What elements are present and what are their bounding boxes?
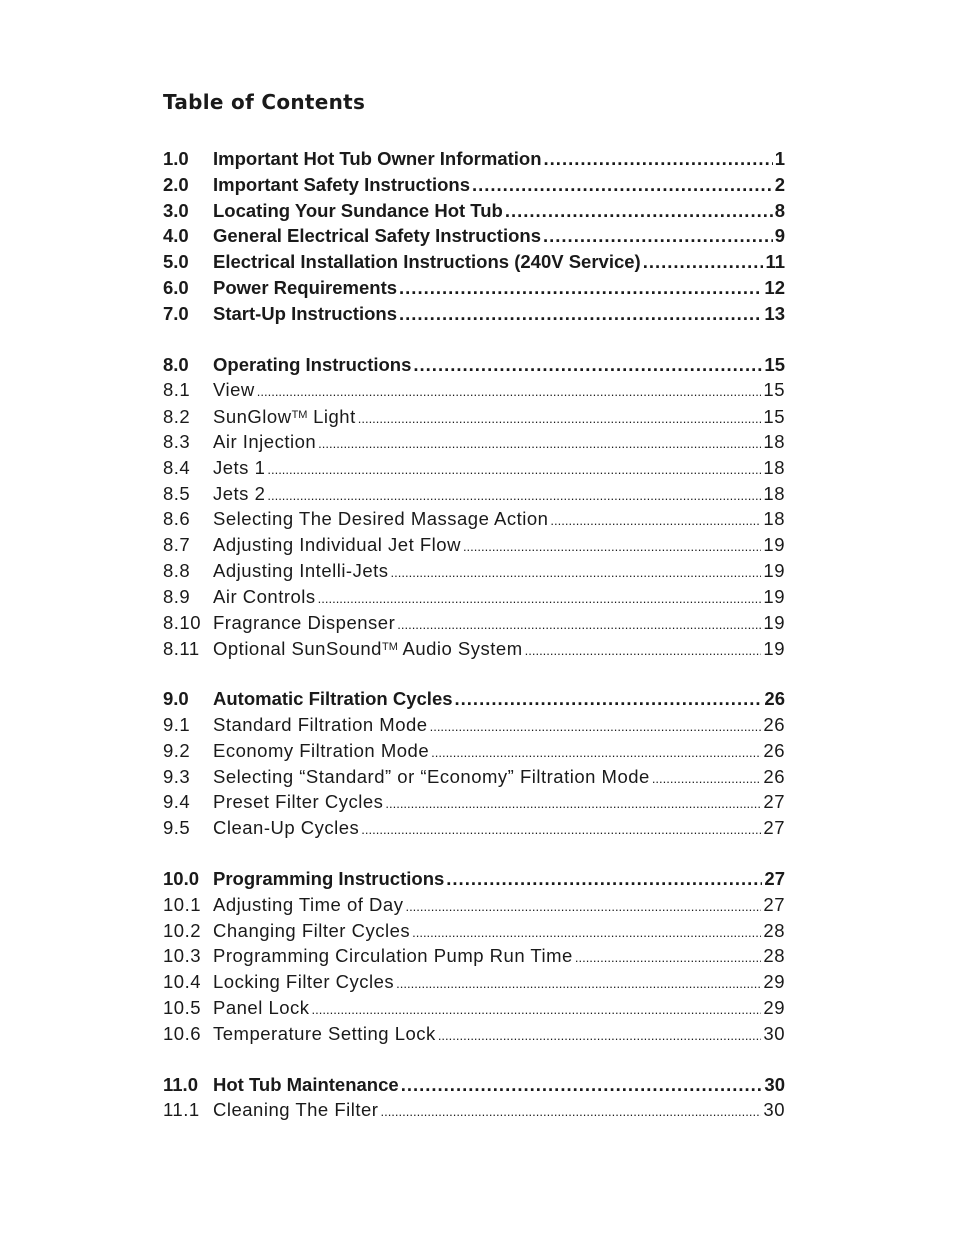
toc-entry[interactable]	[163, 377, 785, 403]
page-number: 15	[763, 406, 785, 428]
toc-page	[163, 86, 785, 1148]
section-number: 8.3	[163, 430, 191, 452]
page-number: 2	[774, 173, 785, 195]
section-number: 8.4	[163, 456, 191, 478]
section-title-text: Changing Filter Cycles	[213, 919, 411, 941]
toc-entry[interactable]	[163, 866, 785, 892]
toc-entry[interactable]	[163, 918, 785, 944]
page-number: 28	[763, 945, 785, 967]
section-number: 11.1	[163, 1099, 200, 1121]
dot-leader	[463, 532, 761, 560]
page-number: 1	[774, 148, 785, 169]
section-number: 10.2	[163, 919, 202, 941]
section-number: 10.6	[163, 1022, 202, 1044]
toc-entry[interactable]	[163, 1072, 785, 1098]
section-title-suffix: Audio System	[397, 638, 523, 660]
section-title	[213, 610, 395, 636]
section-title-text: Panel Lock	[213, 996, 310, 1018]
toc-section	[163, 146, 785, 327]
section-title-text: Standard Filtration Mode	[213, 713, 428, 735]
toc-entry[interactable]	[163, 532, 785, 558]
toc-entry[interactable]	[163, 610, 785, 636]
section-number: 4.0	[163, 225, 189, 247]
section-title-text: Locking Filter Cycles	[213, 971, 395, 993]
section-title-text: Jets 1	[213, 456, 266, 478]
section-title-text: Important Safety Instructions	[213, 173, 470, 195]
toc-entry[interactable]	[163, 249, 785, 275]
toc-entry[interactable]	[163, 146, 785, 172]
dot-leader	[396, 969, 761, 997]
toc-list	[163, 146, 785, 1123]
page-number: 15	[763, 379, 785, 401]
toc-entry[interactable]	[163, 198, 785, 224]
section-title	[213, 223, 541, 249]
page-number: 30	[764, 1073, 785, 1095]
section-title	[213, 249, 641, 275]
section-title-text: Important Hot Tub Owner Information	[213, 148, 542, 169]
dot-leader	[438, 1021, 762, 1049]
dot-leader	[431, 738, 761, 766]
section-number: 5.0	[163, 251, 189, 273]
section-title-text: Automatic Filtration Cycles	[213, 688, 453, 710]
page-number: 30	[763, 1099, 785, 1121]
section-title-text: Selecting The Desired Massage Action	[213, 508, 549, 530]
dot-leader	[267, 455, 761, 483]
toc-entry[interactable]	[163, 764, 785, 790]
section-title-text: Temperature Setting Lock	[213, 1022, 436, 1044]
section-number: 10.1	[163, 893, 202, 915]
dot-leader	[391, 558, 762, 586]
page-number: 26	[764, 688, 785, 710]
section-number: 9.5	[163, 817, 191, 839]
toc-entry[interactable]	[163, 635, 785, 661]
section-title	[213, 455, 265, 481]
dot-leader	[543, 223, 773, 249]
section-title	[213, 352, 411, 378]
section-title	[213, 275, 397, 301]
section-title-text: Hot Tub Maintenance	[213, 1073, 399, 1095]
dot-leader	[430, 712, 762, 740]
dot-leader	[544, 146, 773, 172]
section-title	[213, 686, 453, 712]
section-number: 10.3	[163, 945, 202, 967]
toc-entry[interactable]	[163, 712, 785, 738]
section-title-text: Optional SunSound	[213, 638, 382, 660]
toc-entry[interactable]	[163, 584, 785, 610]
page-number: 19	[763, 638, 785, 660]
section-number: 8.7	[163, 534, 191, 556]
toc-entry[interactable]	[163, 815, 785, 841]
toc-entry[interactable]	[163, 789, 785, 815]
dot-leader	[575, 943, 762, 971]
page-number: 29	[763, 971, 785, 993]
toc-entry[interactable]	[163, 352, 785, 378]
toc-entry[interactable]	[163, 969, 785, 995]
section-title-text: Clean-Up Cycles	[213, 817, 360, 839]
section-title	[213, 635, 523, 662]
toc-entry[interactable]	[163, 429, 785, 455]
section-title-text: Adjusting Intelli-Jets	[213, 559, 389, 581]
dot-leader	[257, 377, 762, 405]
dot-leader	[399, 275, 762, 301]
section-number: 11.0	[163, 1073, 198, 1095]
toc-section	[163, 866, 785, 1047]
section-title	[213, 943, 573, 969]
page-number: 9	[774, 225, 785, 247]
toc-entry[interactable]	[163, 686, 785, 712]
section-number: 3.0	[163, 199, 189, 221]
dot-leader	[361, 815, 761, 843]
page-number: 12	[764, 276, 785, 298]
section-number: 8.11	[163, 638, 200, 660]
section-number: 10.0	[163, 867, 200, 889]
section-title	[213, 377, 255, 403]
page-number: 19	[763, 534, 785, 556]
section-number: 1.0	[163, 148, 189, 169]
section-number: 8.8	[163, 559, 191, 581]
dot-leader	[318, 584, 762, 612]
section-title-suffix: Light	[307, 406, 356, 428]
trademark-mark: TM	[381, 641, 398, 654]
section-number: 9.1	[163, 713, 191, 735]
section-title-text: Preset Filter Cycles	[213, 791, 384, 813]
section-title-text: Locating Your Sundance Hot Tub	[213, 199, 503, 221]
dot-leader	[267, 481, 761, 509]
dot-leader	[412, 918, 761, 946]
section-number: 6.0	[163, 276, 189, 298]
section-title-text: SunGlow	[213, 406, 292, 428]
page-number: 19	[763, 559, 785, 581]
dot-leader	[652, 764, 762, 792]
dot-leader	[318, 429, 761, 457]
dot-leader	[643, 249, 764, 275]
toc-entry[interactable]	[163, 995, 785, 1021]
section-title-text: Selecting “Standard” or “Economy” Filtration Mode	[213, 765, 650, 787]
section-number: 2.0	[163, 173, 189, 195]
section-title	[213, 558, 389, 584]
section-title-text: Jets 2	[213, 482, 266, 504]
section-title-text: View	[213, 379, 255, 401]
section-title	[213, 995, 310, 1021]
section-number: 8.2	[163, 406, 191, 428]
section-title-text: Adjusting Individual Jet Flow	[213, 534, 461, 556]
section-title	[213, 1072, 399, 1098]
dot-leader	[525, 636, 762, 664]
page-number: 27	[763, 817, 785, 839]
dot-leader	[401, 1072, 763, 1098]
toc-entry[interactable]	[163, 455, 785, 481]
section-title-text: Cleaning The Filter	[213, 1099, 379, 1121]
page-number: 13	[764, 302, 785, 324]
section-number: 8.5	[163, 482, 191, 504]
dot-leader	[446, 866, 762, 892]
toc-entry[interactable]	[163, 943, 785, 969]
page-number: 27	[763, 791, 785, 813]
page-title: Table of Contents	[163, 90, 366, 114]
section-title	[213, 584, 316, 610]
section-title	[213, 532, 461, 558]
toc-entry[interactable]	[163, 172, 785, 198]
dot-leader	[385, 789, 761, 817]
section-title	[213, 892, 403, 918]
dot-leader	[405, 892, 761, 920]
dot-leader	[380, 1097, 761, 1125]
section-number: 8.6	[163, 508, 191, 530]
section-number: 7.0	[163, 302, 189, 324]
section-title	[213, 198, 503, 224]
dot-leader	[413, 352, 762, 378]
section-title-text: Operating Instructions	[213, 353, 412, 375]
page-number: 18	[763, 430, 785, 452]
section-title-text: Air Controls	[213, 585, 316, 607]
page-number: 18	[763, 482, 785, 504]
section-title	[213, 146, 542, 172]
page-number: 19	[763, 585, 785, 607]
section-title	[213, 403, 356, 430]
page-number: 11	[765, 251, 785, 273]
section-title	[213, 764, 650, 790]
dot-leader	[550, 506, 761, 534]
section-title-text: Fragrance Dispenser	[213, 611, 396, 633]
toc-section	[163, 352, 785, 662]
section-title-text: Programming Circulation Pump Run Time	[213, 945, 573, 967]
toc-entry[interactable]	[163, 506, 785, 532]
section-number: 10.5	[163, 996, 202, 1018]
page-number: 26	[763, 739, 785, 761]
toc-entry[interactable]	[163, 738, 785, 764]
section-title	[213, 481, 265, 507]
section-title-text: Programming Instructions	[213, 867, 445, 889]
page-number: 29	[763, 996, 785, 1018]
section-title	[213, 738, 429, 764]
page-number: 28	[763, 919, 785, 941]
section-number: 8.10	[163, 611, 202, 633]
section-number: 9.0	[163, 688, 189, 710]
section-title	[213, 1021, 436, 1047]
page-number: 19	[763, 611, 785, 633]
toc-entry[interactable]	[163, 403, 785, 429]
section-title	[213, 866, 444, 892]
section-title	[213, 429, 316, 455]
toc-section	[163, 1072, 785, 1124]
page-number: 8	[774, 199, 785, 221]
toc-entry[interactable]	[163, 481, 785, 507]
section-title	[213, 172, 470, 198]
toc-entry[interactable]	[163, 275, 785, 301]
dot-leader	[399, 301, 762, 327]
page-number: 27	[764, 867, 785, 889]
dot-leader	[358, 404, 762, 432]
page-number: 18	[763, 508, 785, 530]
section-number: 10.4	[163, 971, 202, 993]
section-title-text: Electrical Installation Instructions (240V Service)	[213, 251, 641, 273]
dot-leader	[312, 995, 762, 1023]
section-title-text: Adjusting Time of Day	[213, 893, 404, 915]
section-number: 8.9	[163, 585, 191, 607]
page-number: 26	[763, 713, 785, 735]
section-title	[213, 301, 397, 327]
section-number: 9.3	[163, 765, 191, 787]
section-title	[213, 1097, 378, 1123]
dot-leader	[455, 686, 763, 712]
section-number: 8.0	[163, 353, 189, 375]
section-number: 8.1	[163, 379, 191, 401]
page-number: 15	[764, 353, 785, 375]
section-title	[213, 815, 359, 841]
dot-leader	[397, 610, 761, 638]
page-number: 30	[763, 1022, 785, 1044]
page-number: 26	[763, 765, 785, 787]
section-title	[213, 969, 394, 995]
dot-leader	[505, 198, 773, 224]
section-title	[213, 789, 383, 815]
toc-entry[interactable]	[163, 892, 785, 918]
toc-entry[interactable]	[163, 301, 785, 327]
section-number: 9.2	[163, 739, 191, 761]
toc-entry[interactable]	[163, 223, 785, 249]
section-number: 9.4	[163, 791, 191, 813]
dot-leader	[472, 172, 773, 198]
toc-entry[interactable]	[163, 1021, 785, 1047]
page-number: 18	[763, 456, 785, 478]
trademark-mark: TM	[291, 409, 308, 422]
toc-section	[163, 686, 785, 841]
section-title-text: Economy Filtration Mode	[213, 739, 430, 761]
section-title	[213, 918, 410, 944]
section-title-text: General Electrical Safety Instructions	[213, 225, 541, 247]
section-title	[213, 506, 548, 532]
section-title-text: Start-Up Instructions	[213, 302, 397, 324]
page-number: 27	[763, 893, 785, 915]
section-title-text: Power Requirements	[213, 276, 398, 298]
section-title	[213, 712, 428, 738]
section-title-text: Air Injection	[213, 430, 317, 452]
toc-entry[interactable]	[163, 1097, 785, 1123]
toc-entry[interactable]	[163, 558, 785, 584]
